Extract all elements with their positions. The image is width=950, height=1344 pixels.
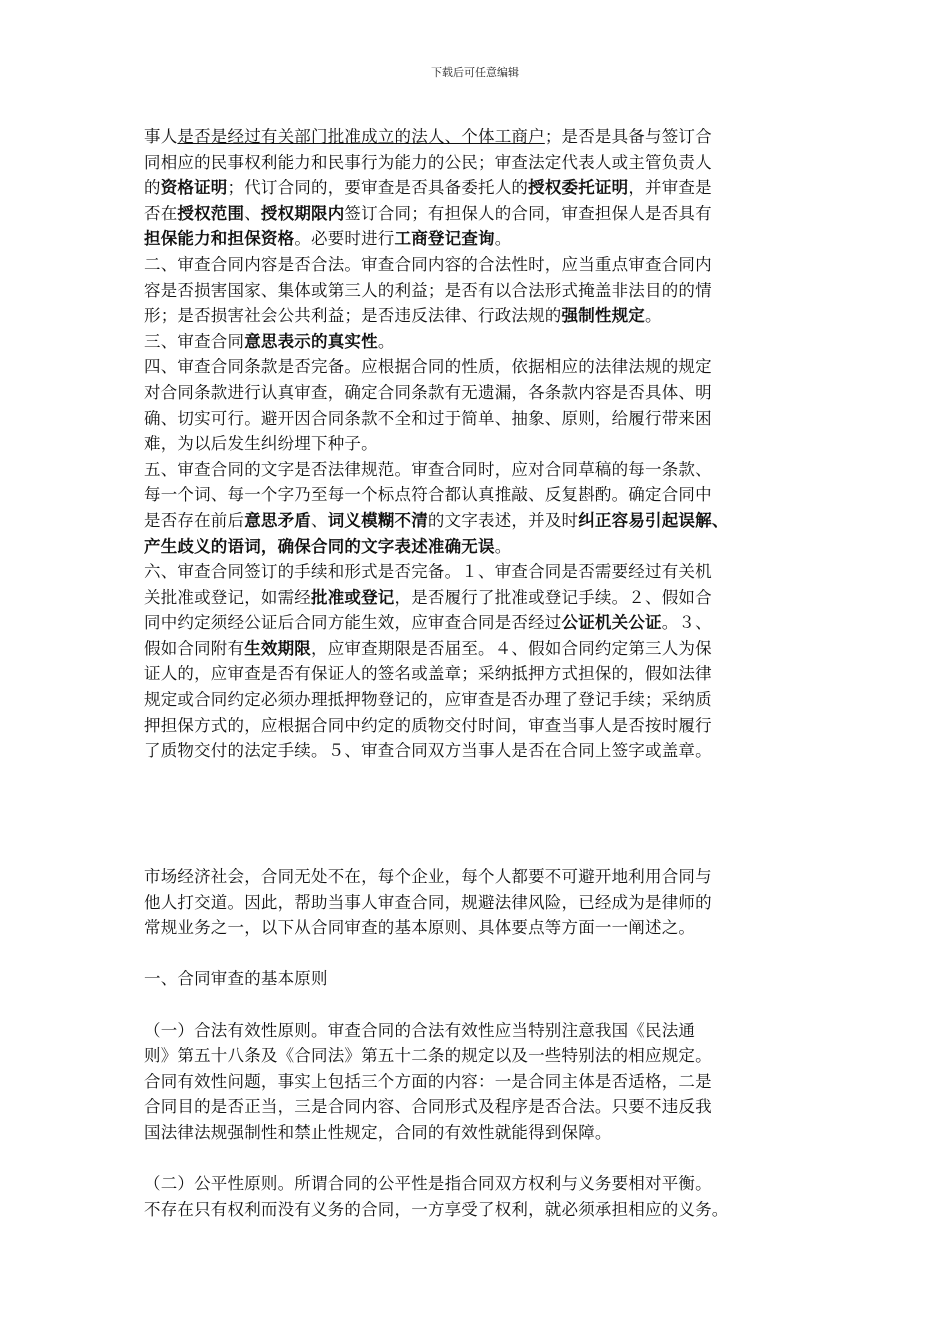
text-line	[144, 1146, 812, 1172]
text-line	[144, 559, 812, 585]
text-span: 五、审查合同的文字是否法律规范。审查合同时，应对合同草稿的每一条款、	[144, 459, 712, 479]
text-line	[144, 406, 812, 432]
bold-text: 授权期限内	[260, 203, 345, 223]
text-span: ，应审查期限是否届至。４、假如合同约定第三人为保	[311, 638, 712, 658]
text-span: 。	[494, 536, 512, 556]
underlined-text: 是否是经过有关部门批准成立的法人、个体工商户	[177, 127, 545, 146]
text-line	[144, 941, 812, 967]
text-span: 对合同条款进行认真审查，确定合同条款有无遗漏，各条款内容是否具体、明	[144, 382, 712, 402]
text-span: 事人	[144, 127, 178, 146]
text-span: 押担保方式的，应根据合同中约定的质物交付时间，审查当事人是否按时履行	[144, 715, 712, 735]
text-span: ，并审查是	[628, 178, 712, 198]
bold-text: 意思表示的真实性	[244, 331, 378, 351]
bold-text: 担保能力和担保资格	[144, 229, 295, 249]
text-line	[144, 738, 812, 764]
text-span: ，是否履行了批准或登记手续。２、假如合	[394, 587, 712, 607]
text-line	[144, 278, 812, 304]
text-line	[144, 534, 812, 560]
text-line	[144, 864, 812, 890]
bold-text: 公证机关公证	[561, 613, 662, 633]
text-line	[144, 661, 812, 687]
text-line	[144, 380, 812, 406]
text-span: 同中约定须经公证后合同方能生效，应审查合同是否经过	[144, 613, 562, 633]
text-span: 、	[244, 203, 261, 223]
text-line	[144, 457, 812, 483]
text-span: 形；是否损害社会公共利益；是否违反法律、行政法规的	[144, 306, 562, 326]
text-line	[144, 175, 812, 201]
bold-text: 词义模糊不清	[327, 510, 428, 530]
text-span: 。３、	[661, 613, 712, 633]
bold-text: 强制性规定	[561, 306, 645, 326]
text-line	[144, 915, 812, 941]
text-span: 二、审查合同内容是否合法。审查合同内容的合法性时，应当重点审查合同内	[144, 254, 712, 274]
page-header: 下载后可任意编辑	[431, 66, 519, 79]
text-span: 常规业务之一，以下从合同审查的基本原则、具体要点等方面一一阐述之。	[144, 918, 696, 938]
text-span: 签订合同；有担保人的合同，审查担保人是否具有	[344, 203, 712, 223]
text-line	[144, 508, 812, 534]
bold-text: 授权委托证明	[528, 178, 629, 198]
text-span: 容是否损害国家、集体或第三人的利益；是否有以合法形式掩盖非法目的的情	[144, 280, 712, 300]
text-line	[144, 1120, 812, 1146]
text-span: 一、合同审查的基本原则	[144, 969, 328, 989]
text-span: 的文字表述，并及时	[427, 510, 579, 530]
bold-text: 生效期限	[244, 638, 312, 658]
text-span: 否在	[144, 203, 178, 223]
text-span: 六、审查合同签订的手续和形式是否完备。１、审查合同是否需要经过有关机	[144, 562, 712, 582]
text-span: 。必要时进行	[294, 229, 395, 249]
text-span: 同相应的民事权利能力和民事行为能力的公民；审查法定代表人或主管负责人	[144, 152, 712, 172]
text-line	[144, 252, 812, 278]
bold-text: 工商登记查询	[394, 229, 495, 249]
text-span: 市场经济社会，合同无处不在，每个企业，每个人都要不可避开地利用合同与	[144, 867, 712, 886]
text-span: 确、切实可行。避开因合同条款不全和过于简单、抽象、原则，给履行带来困	[144, 408, 712, 428]
bold-text: 纠正容易引起误解、	[578, 510, 729, 530]
text-span: 合同有效性问题，事实上包括三个方面的内容：一是合同主体是否适格，二是	[144, 1071, 712, 1091]
text-span: 。	[494, 229, 512, 249]
text-span: 四、审查合同条款是否完备。应根据合同的性质，依据相应的法律法规的规定	[144, 357, 712, 377]
text-span: 不存在只有权利而没有义务的合同，一方享受了权利，就必须承担相应的义务。	[144, 1199, 729, 1219]
text-span: 国法律法规强制性和禁止性规定，合同的有效性就能得到保障。	[144, 1122, 612, 1142]
text-line	[144, 1171, 812, 1197]
text-span: 的	[144, 178, 161, 198]
text-line	[144, 482, 812, 508]
text-span: （一）合法有效性原则。审查合同的合法有效性应当特别注意我国《民法通	[144, 1020, 696, 1040]
text-line	[144, 585, 812, 611]
text-span: 他人打交道。因此，帮助当事人审查合同，规避法律风险，已经成为是律师的	[144, 892, 712, 912]
bold-text: 产生歧义的语词，确保合同的文字表述准确无误	[144, 536, 495, 556]
text-line	[144, 966, 812, 992]
bold-text: 授权范围	[177, 203, 245, 223]
text-line	[144, 636, 812, 662]
text-span: （二）公平性原则。所谓合同的公平性是指合同双方权利与义务要相对平衡。	[144, 1174, 712, 1194]
text-span: 则》第五十八条及《合同法》第五十二条的规定以及一些特别法的相应规定。	[144, 1046, 712, 1066]
text-line	[144, 610, 812, 636]
text-line	[144, 354, 812, 380]
text-line	[144, 1018, 812, 1044]
text-line	[144, 992, 812, 1018]
text-span: 。	[377, 331, 395, 351]
text-line	[144, 1069, 812, 1095]
text-span: 、	[311, 510, 328, 530]
text-span: ；是否是具备与签订合	[544, 127, 712, 146]
text-line	[144, 1094, 812, 1120]
text-line	[144, 150, 812, 176]
text-line	[144, 226, 812, 252]
text-line	[144, 713, 812, 739]
bold-text: 意思矛盾	[244, 510, 312, 530]
text-span: 。	[645, 306, 662, 326]
text-line	[144, 303, 812, 329]
text-line	[144, 687, 812, 713]
text-span: 合同目的是否正当，三是合同内容、合同形式及程序是否合法。只要不违反我	[144, 1097, 712, 1117]
text-span: 了质物交付的法定手续。５、审查合同双方当事人是否在合同上签字或盖章。	[144, 741, 712, 761]
text-line	[144, 1043, 812, 1069]
text-span: 难，为以后发生纠纷埋下种子。	[144, 434, 378, 454]
text-line	[144, 124, 812, 150]
text-span: 每一个词、每一个字乃至每一个标点符合都认真推敲、反复斟酌。确定合同中	[144, 485, 712, 505]
text-span: 三、审查合同	[144, 331, 245, 351]
text-line	[144, 201, 812, 227]
text-line	[144, 329, 812, 355]
bold-text: 批准或登记	[311, 587, 395, 607]
bold-text: 资格证明	[160, 178, 228, 198]
text-line	[144, 890, 812, 916]
text-span: 证人的，应审查是否有保证人的签名或盖章；采纳抵押方式担保的，假如法律	[144, 664, 712, 684]
text-span: 是否存在前后	[144, 510, 245, 530]
text-line	[144, 431, 812, 457]
document-body-part2	[144, 864, 812, 1222]
text-span: ；代订合同的，要审查是否具备委托人的	[227, 178, 529, 198]
document-body-part1	[144, 124, 812, 764]
text-span: 规定或合同约定必须办理抵押物登记的，应审查是否办理了登记手续；采纳质	[144, 690, 712, 710]
text-span: 假如合同附有	[144, 638, 245, 658]
text-line	[144, 1197, 812, 1223]
text-span: 关批准或登记，如需经	[144, 587, 311, 607]
